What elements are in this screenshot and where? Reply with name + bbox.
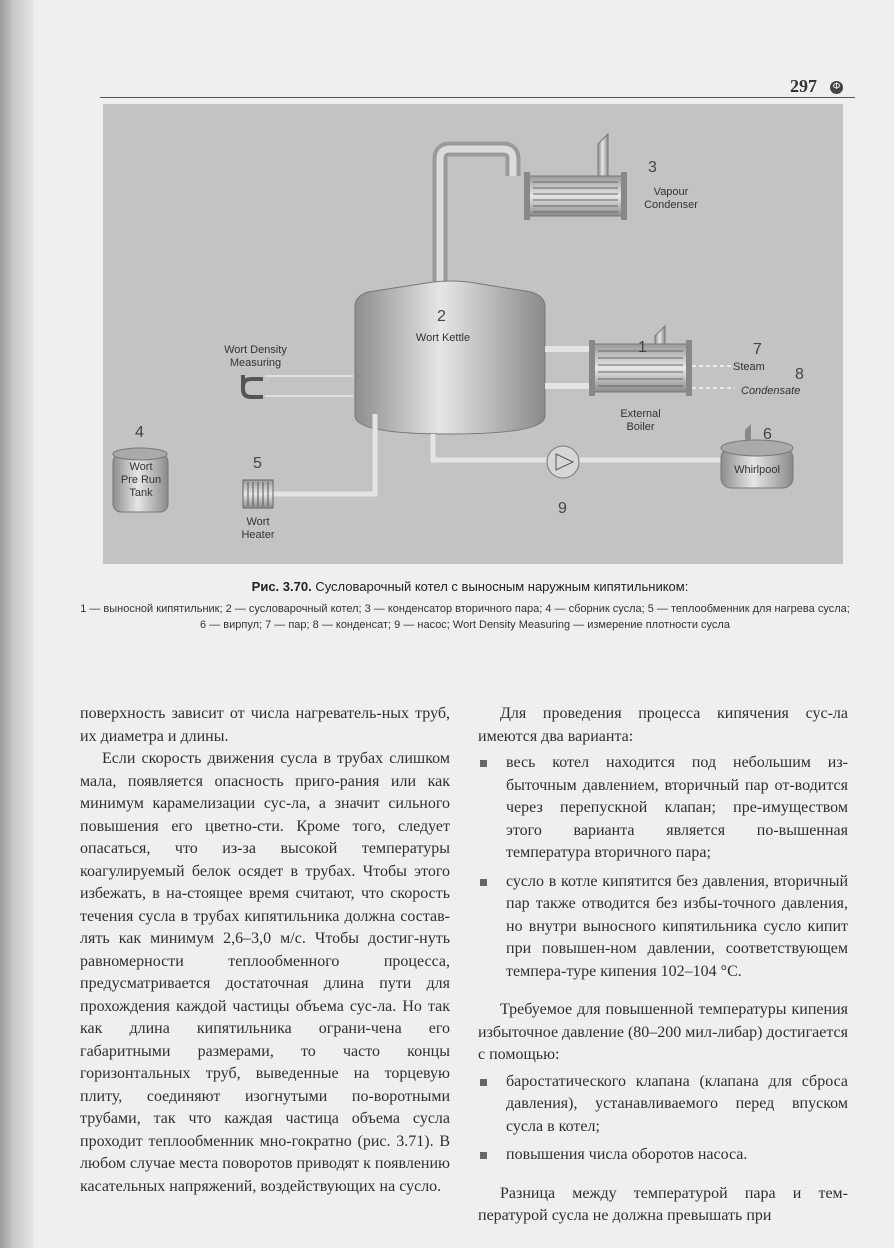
condenser-vent: [598, 134, 608, 176]
label-wort-heater: Wort Heater: [241, 516, 275, 541]
label-number-9: 9: [558, 500, 567, 517]
list-item: [478, 1144, 848, 1167]
boiler-vent: [655, 326, 665, 344]
label-number-2: 2: [437, 308, 446, 325]
page-binding-shadow: [0, 0, 34, 1248]
figure-caption-text: Сусловарочный котел с выносным наружным кипятильником:: [315, 579, 689, 594]
list-item-text: баростатического клапана (клапана для сброса давления), устанавливаемого перед впуском сусла в котел;: [506, 1072, 848, 1135]
whirlpool-vent: [745, 424, 751, 440]
paragraph: Требуемое для повышенной температуры кипения избыточное давление (80–200 мил-либар) достигается с помощью:: [478, 1001, 848, 1063]
label-external-boiler: External Boiler: [620, 408, 661, 433]
figure-caption-legend: 1 — выносной кипятильник; 2 — сусловарочный котел; 3 — конденсатор вторичного пара; 4 — сборник сусла; 5 — теплообменник для нагрева сусла; 6 — вирпул; 7 — пар; 8 — конденсат; 9 — насос; Wort Density Measuring — измерение плотности сусла: [80, 603, 850, 631]
figure-caption-title: [100, 579, 840, 594]
heater-line: [273, 414, 375, 494]
density-loop-top: [243, 379, 263, 387]
list-item: [478, 871, 848, 984]
vapour-pipe: [440, 149, 513, 296]
paragraph: поверхность зависит от числа нагреватель-ных труб, их диаметра и длины.: [80, 705, 450, 745]
figure-wort-kettle-diagram: [103, 104, 843, 564]
label-number-1: 1: [638, 339, 647, 356]
vapour-pipe-highlight: [440, 149, 513, 296]
boiler-flange-left: [589, 340, 595, 396]
label-whirlpool: Whirlpool: [734, 464, 780, 476]
page-number: 297: [790, 76, 817, 96]
density-lines: [265, 376, 353, 396]
pump: [547, 446, 579, 478]
paragraph: Для проведения процесса кипячения сус-ла имеются два варианта:: [478, 705, 848, 745]
label-number-7: 7: [753, 341, 762, 358]
whirlpool-lid: [721, 440, 793, 456]
list-item: [478, 752, 848, 865]
boiler-pipes: [545, 349, 593, 386]
pre-run-tank-lid: [113, 448, 167, 460]
page-marker-icon: Ф: [830, 81, 843, 94]
label-condensate: Condensate: [741, 385, 801, 397]
steam-condensate-lines: [692, 366, 735, 388]
label-number-6: 6: [763, 426, 772, 443]
bullet-icon: [480, 760, 487, 767]
label-wort-kettle: Wort Kettle: [415, 332, 471, 344]
left-text-column: [80, 703, 450, 1198]
paragraph: Разница между температурой пара и тем-пературой сусла не должна превышать при: [478, 1184, 848, 1224]
label-vapour-condenser: Vapour Condenser: [644, 186, 698, 211]
bullet-icon: [480, 1152, 487, 1159]
label-number-5: 5: [253, 455, 262, 472]
wort-kettle: [355, 281, 545, 434]
condenser-flange-left: [524, 172, 530, 220]
list-item-text: сусло в котле кипятится без давления, вторичный пар также отводится без избы-точного давления, но внутри выносного кипятильника сусло кипит при повышен-ном давлении, соответствующем темпера-туре кипения 102–104 °С.: [506, 872, 848, 980]
variants-list: [478, 752, 848, 983]
header-rule: [100, 97, 855, 98]
bullet-icon: [480, 879, 487, 886]
list-item-text: весь котел находится под небольшим из-быточным давлением, вторичный пар от-водится через перепускной клапан; пре-имуществом этого варианта является по-вышенная температура вторичного пара;: [506, 754, 848, 861]
means-list: [478, 1071, 848, 1167]
label-number-4: 4: [135, 424, 144, 441]
condenser-flange-right: [621, 172, 627, 220]
label-pre-run-tank: Wort Pre Run Tank: [120, 461, 162, 499]
label-number-3: 3: [648, 159, 657, 176]
label-wort-density: Wort Density Measuring: [224, 344, 287, 369]
list-item-text: повышения числа оборотов насоса.: [506, 1146, 748, 1163]
label-number-8: 8: [795, 366, 804, 383]
paragraph: Если скорость движения сусла в трубах слишком мала, появляется опасность приго-рания или как минимум карамелизации сус-ла, а значит сильного повышения его цветно-сти. Кроме того, следует опасаться, что из-за высокой температуры коагулируемый белок осядет в трубах. Чтобы этого избежать, в на-стоящее время считают, что скорость течения сусла в трубах кипятильника должна состав-лять как минимум 2,6–3,0 м/с. Чтобы достиг-нуть равномерности теплообменного процесса, предусматривается достаточная длина пути для прохождения каждой частицы объема сус-ла. Но так как длина кипятильника ограни-чена его габаритными размерами, то часто концы горизонтальных труб, выведенные на торцевую плиту, соединяют изогнутыми по-воротными трубами, так что каждая частица объема сусла проходит теплообменник мно-гократно (рис. 3.71). В любом случае места поворотов приводят к появлению касательных напряжений, воздействующих на сусло.: [80, 750, 450, 1195]
boiler-flange-right: [686, 340, 692, 396]
bullet-icon: [480, 1079, 487, 1086]
right-text-column: [478, 703, 848, 1228]
label-steam: Steam: [733, 361, 765, 373]
list-item: [478, 1071, 848, 1139]
figure-caption-prefix: Рис. 3.70.: [251, 579, 312, 594]
